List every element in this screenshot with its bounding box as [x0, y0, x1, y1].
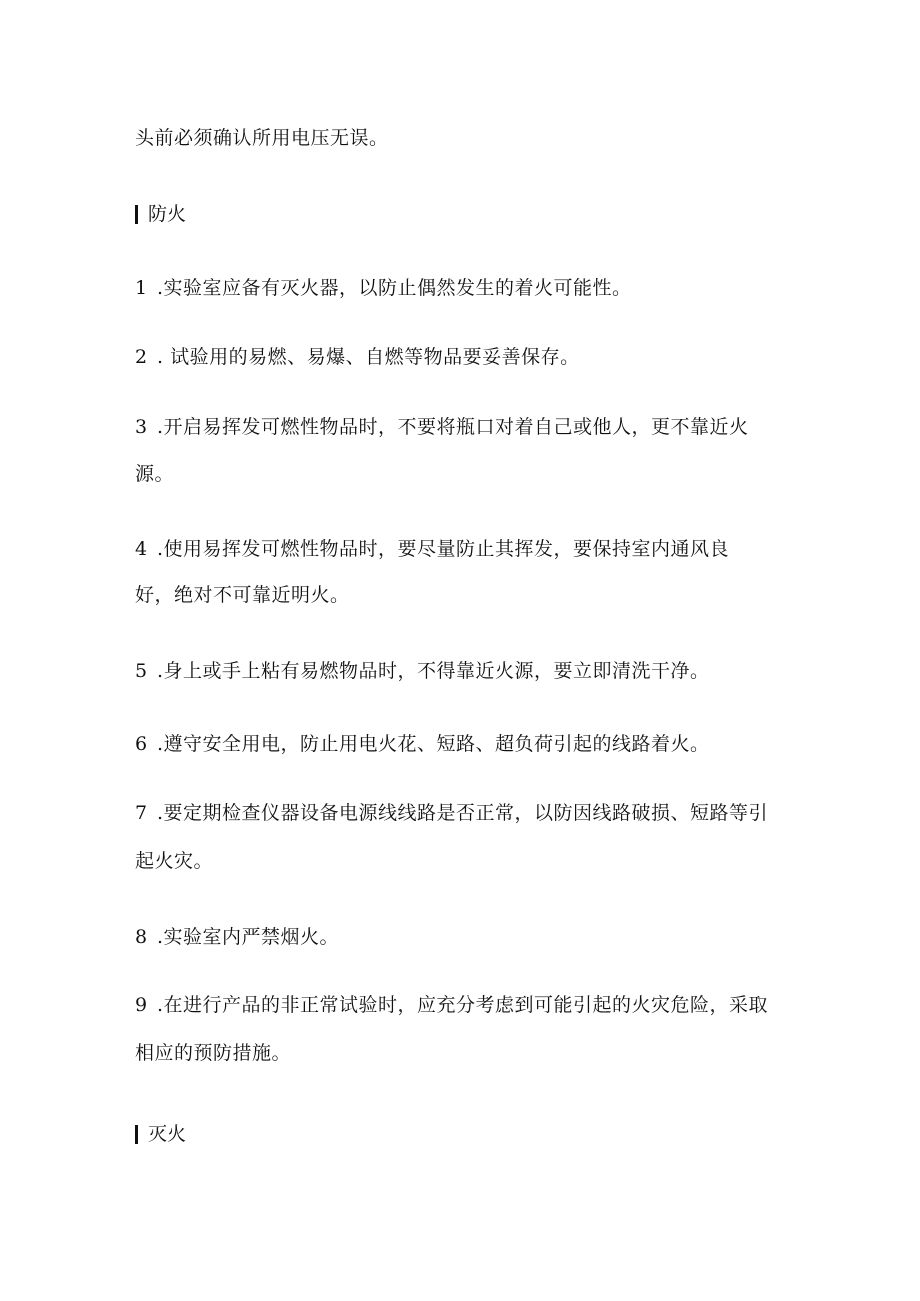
item-text-line-1: .实验室应备有灭火器，以防止偶然发生的着火可能性。: [157, 277, 632, 299]
list-item-2: [135, 345, 580, 369]
list-item-9-continuation: 相应的预防措施。: [135, 1042, 292, 1064]
item-text-line-1: .实验室内严禁烟火。: [157, 926, 340, 948]
item-number: 6: [135, 733, 148, 755]
item-number: 9: [135, 994, 148, 1016]
section-heading-fire-fighting: [135, 1122, 186, 1146]
list-item-6: [135, 732, 710, 756]
item-number: 5: [135, 660, 148, 682]
item-text-line-1: .身上或手上粘有易燃物品时，不得靠近火源，要立即清洗干净。: [157, 660, 710, 682]
item-number: 7: [135, 802, 148, 824]
list-item-5: [135, 659, 710, 683]
item-number: 2: [135, 346, 148, 368]
item-number: 3: [135, 416, 148, 438]
list-item-7: [135, 801, 768, 825]
section-heading-fire-prevention: [135, 202, 186, 226]
item-text-line-1: .遵守安全用电，防止用电火花、短路、超负荷引起的线路着火。: [157, 733, 710, 755]
heading-marker-bar: [135, 1125, 138, 1144]
list-item-8: [135, 925, 339, 949]
list-item-1: [135, 276, 632, 300]
item-text-line-1: .要定期检查仪器设备电源线线路是否正常，以防因线路破损、短路等引: [157, 802, 769, 824]
item-text-line-1: .在进行产品的非正常试验时，应充分考虑到可能引起的火灾危险，采取: [157, 994, 769, 1016]
item-text-line-1: .开启易挥发可燃性物品时，不要将瓶口对着自己或他人，更不靠近火: [157, 416, 749, 438]
list-item-7-continuation: 起火灾。: [135, 850, 214, 872]
list-item-3-continuation: 源。: [135, 463, 175, 485]
list-item-4: [135, 537, 729, 561]
list-item-9: [135, 993, 768, 1017]
item-number: 1: [135, 277, 148, 299]
item-text-line-1: . 试验用的易燃、易爆、自燃等物品要妥善保存。: [157, 346, 580, 368]
list-item-4-continuation: 好，绝对不可靠近明火。: [135, 584, 350, 606]
intro-tail-text: 头前必须确认所用电压无误。: [135, 127, 389, 149]
section-title: 灭火: [148, 1123, 187, 1145]
list-item-3: [135, 415, 749, 439]
item-number: 4: [135, 538, 148, 560]
item-text-line-1: .使用易挥发可燃性物品时，要尽量防止其挥发，要保持室内通风良: [157, 538, 730, 560]
section-title: 防火: [148, 203, 187, 225]
item-number: 8: [135, 926, 148, 948]
heading-marker-bar: [135, 205, 138, 224]
